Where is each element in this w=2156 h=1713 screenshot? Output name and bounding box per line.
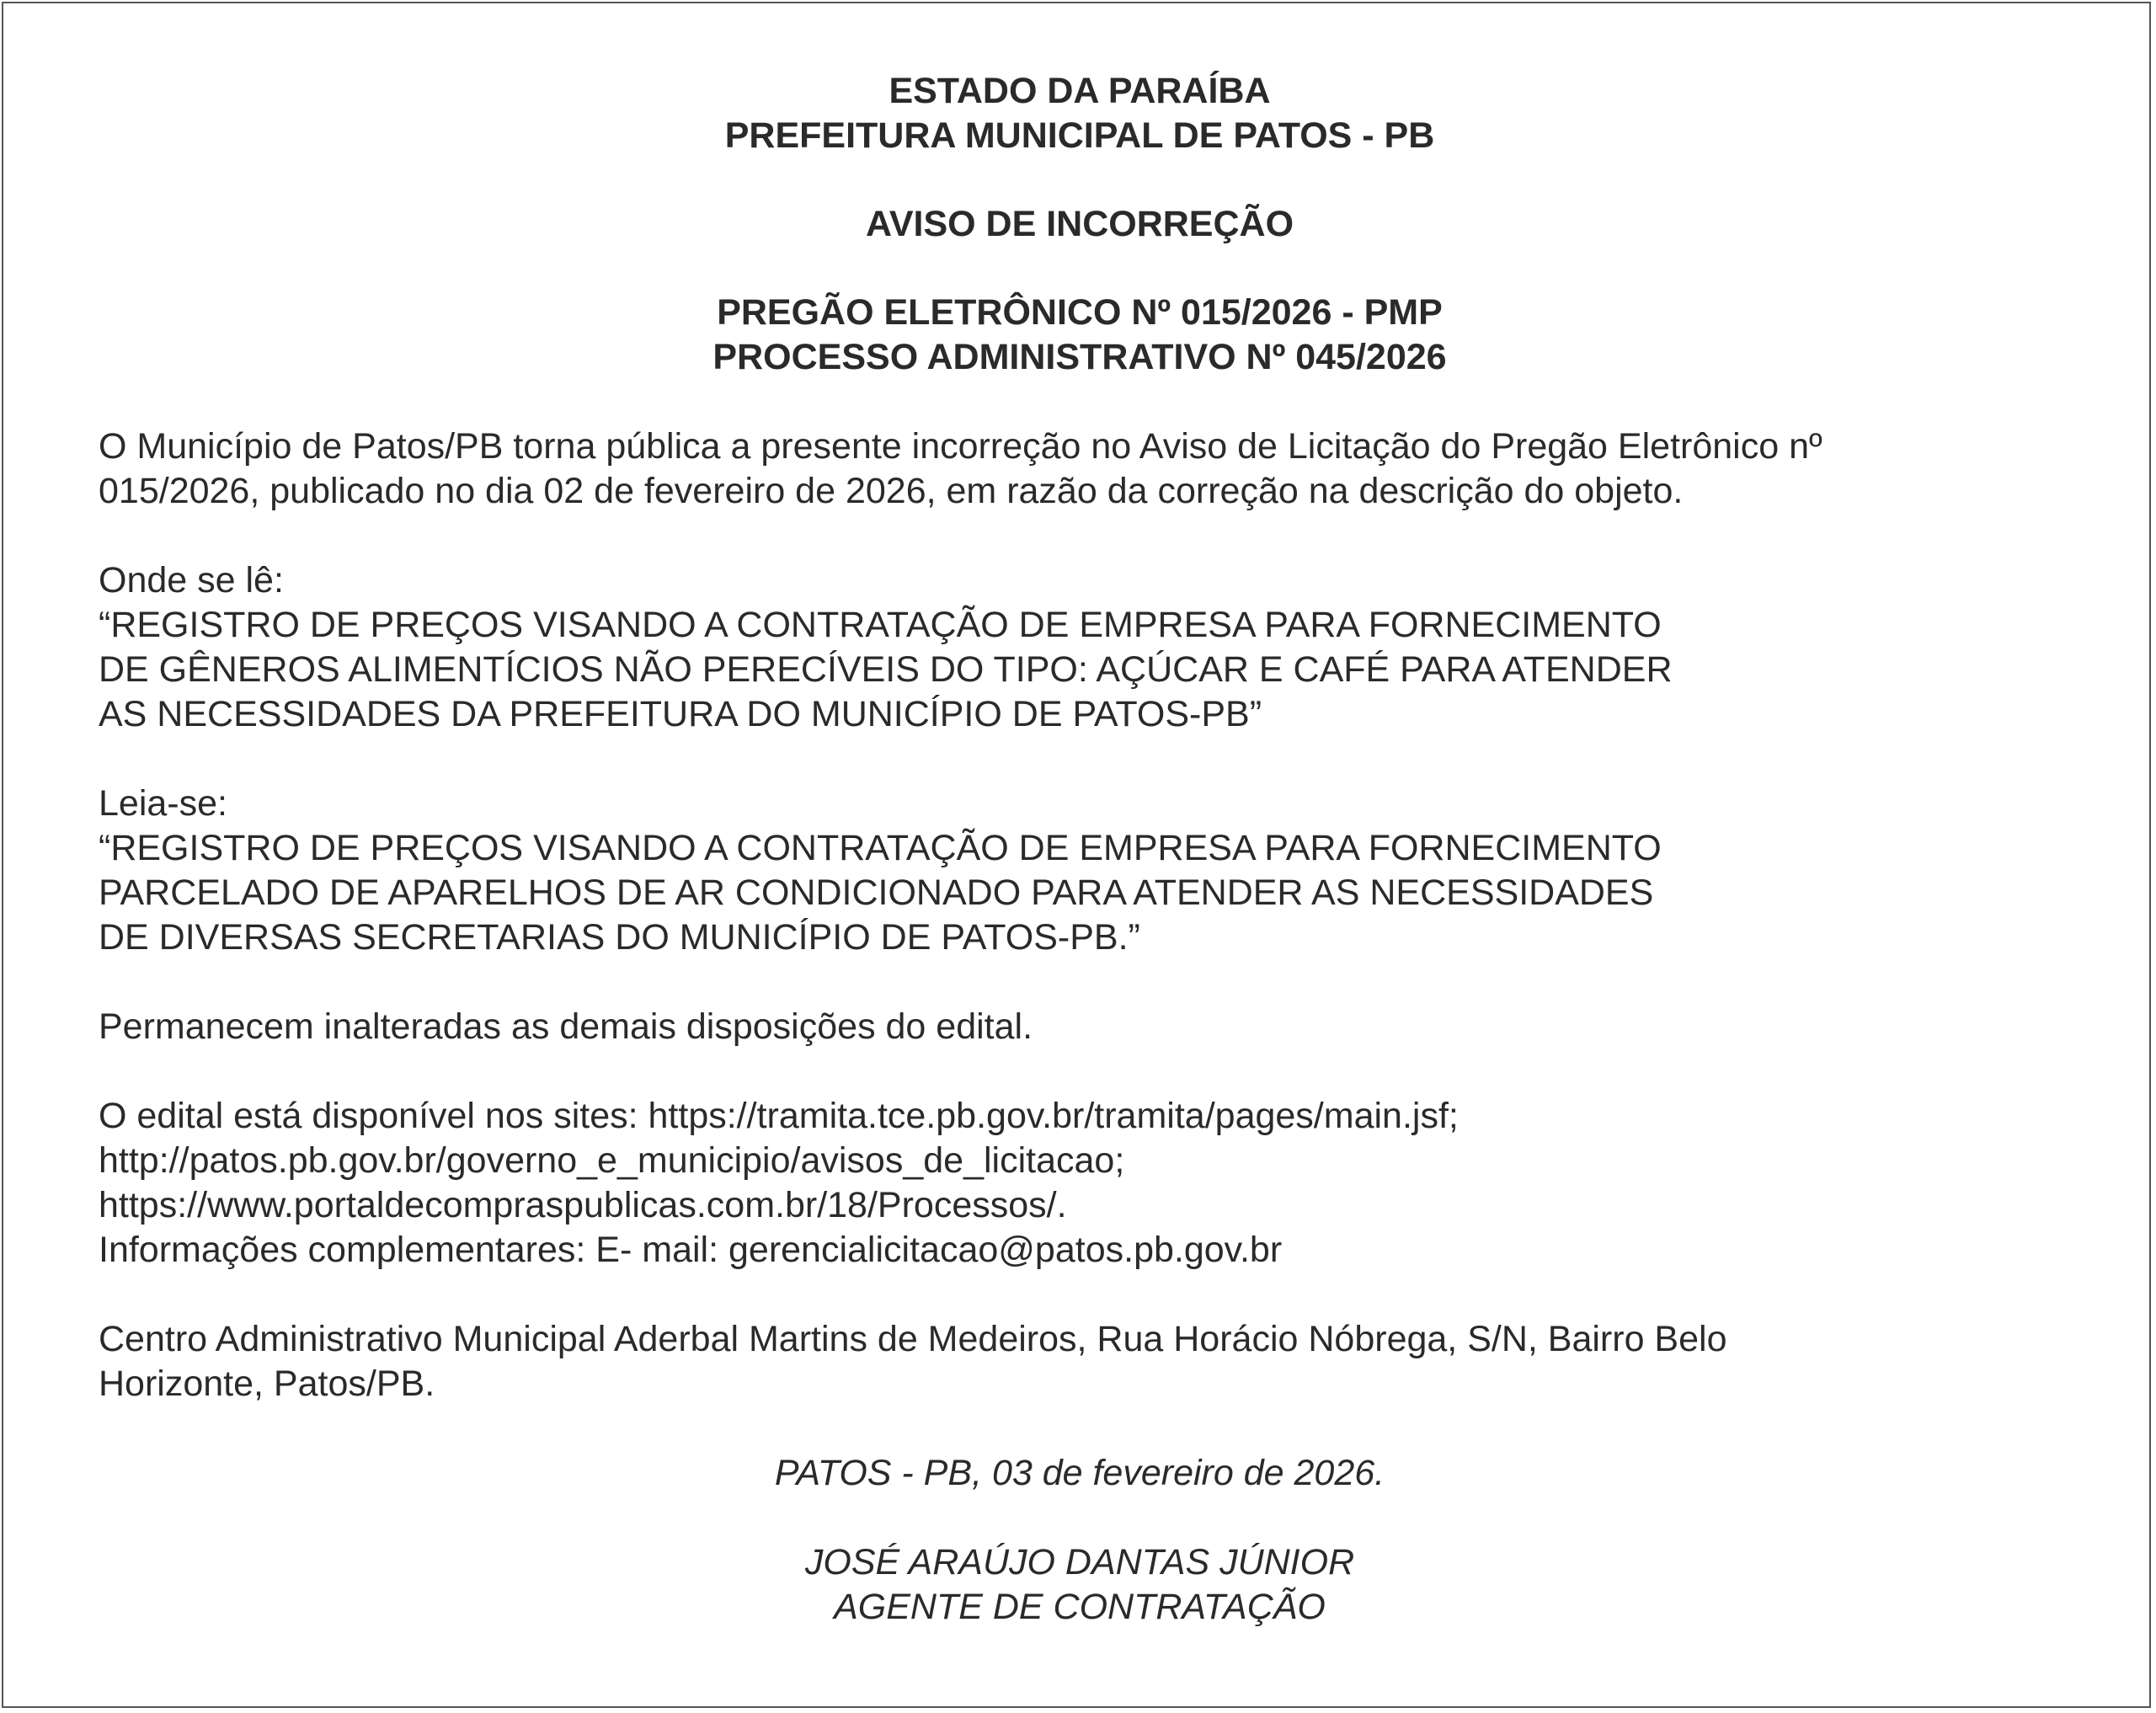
pregao-number: PREGÃO ELETRÔNICO Nº 015/2026 - PMP (717, 292, 1443, 333)
notice-title: AVISO DE INCORREÇÃO (865, 204, 1294, 244)
prefecture-name: PREFEITURA MUNICIPAL DE PATOS - PB (724, 115, 1435, 156)
onde-se-le-line: AS NECESSIDADES DA PREFEITURA DO MUNICÍPIO DE PATOS-PB” (99, 694, 1262, 734)
edital-block (99, 1094, 2061, 1273)
leia-se-block (99, 782, 2061, 960)
processo-number: PROCESSO ADMINISTRATIVO Nº 045/2026 (712, 337, 1447, 377)
header-block (99, 69, 2061, 380)
address-line: Horizonte, Patos/PB. (99, 1363, 435, 1404)
notice-document (99, 69, 2061, 1630)
state-name: ESTADO DA PARAÍBA (889, 71, 1271, 111)
place-date: PATOS - PB, 03 de fevereiro de 2026. (774, 1453, 1385, 1493)
address-line: Centro Administrativo Municipal Aderbal Martins de Medeiros, Rua Horácio Nóbrega, S/N, Bairro Belo (99, 1319, 1727, 1359)
intro-line: 015/2026, publicado no dia 02 de fevereiro de 2026, em razão da correção na descrição do objeto. (99, 471, 1684, 511)
intro-line: O Município de Patos/PB torna pública a presente incorreção no Aviso de Licitação do Pregão Eletrônico nº (99, 426, 1822, 467)
leia-se-line: DE DIVERSAS SECRETARIAS DO MUNICÍPIO DE PATOS-PB.” (99, 917, 1140, 958)
edital-link: http://patos.pb.gov.br/governo_e_municipio/avisos_de_licitacao; (99, 1140, 1125, 1181)
edital-link: https://www.portaldecompraspublicas.com.br/18/Processos/. (99, 1185, 1067, 1225)
leia-se-line: PARCELADO DE APARELHOS DE AR CONDICIONADO PARA ATENDER AS NECESSIDADES (99, 873, 1654, 913)
signer-role: AGENTE DE CONTRATAÇÃO (834, 1587, 1326, 1627)
onde-se-le-label: Onde se lê: (99, 560, 284, 600)
leia-se-label: Leia-se: (99, 783, 227, 824)
address-block (99, 1317, 2061, 1406)
signer-name: JOSÉ ARAÚJO DANTAS JÚNIOR (804, 1542, 1355, 1582)
onde-se-le-line: “REGISTRO DE PREÇOS VISANDO A CONTRATAÇÃO DE EMPRESA PARA FORNECIMENTO (99, 605, 1662, 645)
onde-se-le-line: DE GÊNEROS ALIMENTÍCIOS NÃO PERECÍVEIS DO TIPO: AÇÚCAR E CAFÉ PARA ATENDER (99, 649, 1673, 690)
onde-se-le-block (99, 558, 2061, 737)
signature-block (99, 1451, 2061, 1630)
intro-paragraph (99, 424, 2061, 514)
unchanged-statement: Permanecem inalteradas as demais disposições do edital. (99, 1006, 1033, 1047)
contact-email: Informações complementares: E- mail: gerencialicitacao@patos.pb.gov.br (99, 1230, 1283, 1270)
edital-line: O edital está disponível nos sites: https://tramita.tce.pb.gov.br/tramita/pages/main.jsf; (99, 1096, 1459, 1136)
leia-se-line: “REGISTRO DE PREÇOS VISANDO A CONTRATAÇÃO DE EMPRESA PARA FORNECIMENTO (99, 828, 1662, 868)
